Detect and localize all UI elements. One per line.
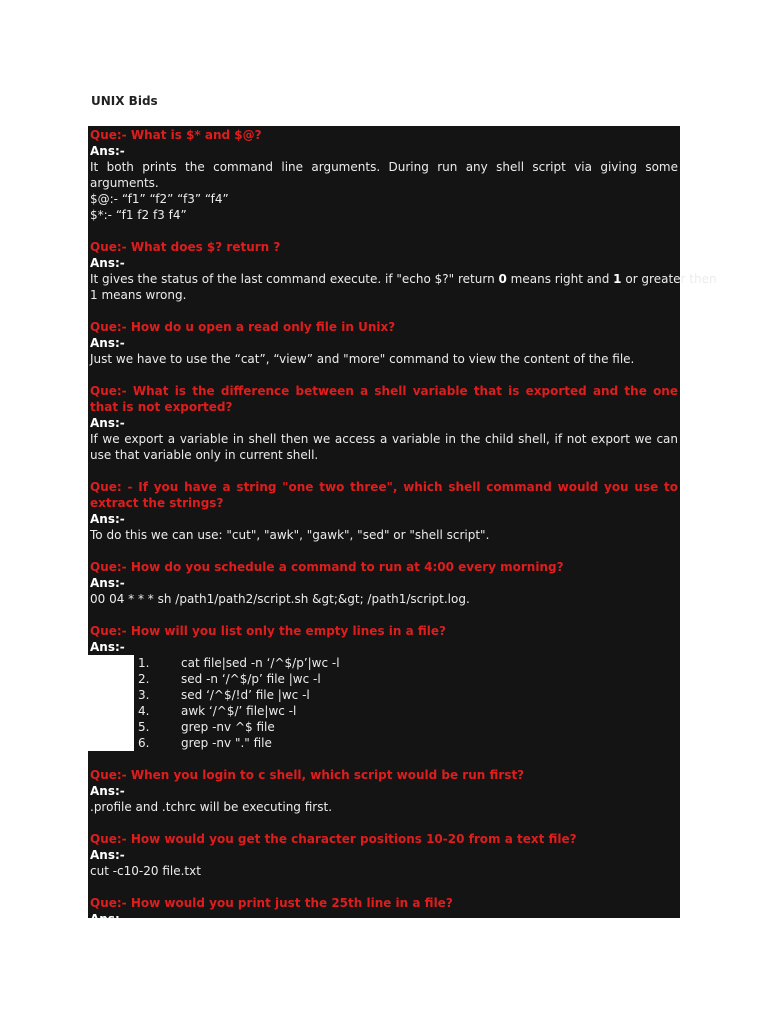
answer-line: 1 means wrong. xyxy=(90,288,187,302)
answer-line xyxy=(90,271,717,287)
list-number: 5. xyxy=(138,720,150,734)
list-item xyxy=(90,655,678,671)
answer-label: Ans:- xyxy=(90,336,125,350)
answer-line: $*:- “f1 f2 f3 f4” xyxy=(90,208,187,222)
question-text: Que:- How would you print just the 25th line in a file? xyxy=(90,896,453,910)
answer-text: or greater then xyxy=(621,272,717,286)
list-command: grep -nv ^$ file xyxy=(181,720,275,734)
qa-item xyxy=(90,127,678,223)
answer-label: Ans:- xyxy=(90,784,125,798)
qa-item xyxy=(90,319,678,367)
list-item xyxy=(90,687,678,703)
document-title: UNIX Bids xyxy=(91,94,158,108)
list-command: sed ‘/^$/!d’ file |wc -l xyxy=(181,688,310,702)
list-number: 2. xyxy=(138,672,150,686)
question-text: Que: - If you have a string "one two three", which shell command would you use to extract the strings? xyxy=(90,480,678,510)
list-number: 4. xyxy=(138,704,150,718)
list-number: 1. xyxy=(138,656,150,670)
answer-text: means right and xyxy=(506,272,614,286)
question-text: Que:- What is the difference between a shell variable that is exported and the one that is not exported? xyxy=(90,384,678,414)
qa-item xyxy=(90,623,678,751)
answer-line: 00 04 * * * sh /path1/path2/script.sh &gt;&gt; /path1/script.log. xyxy=(90,592,470,606)
list-number: 3. xyxy=(138,688,150,702)
answer-bold-value: 0 xyxy=(498,272,507,286)
list-item xyxy=(90,703,678,719)
answer-line: .profile and .tchrc will be executing first. xyxy=(90,800,333,814)
list-item xyxy=(90,671,678,687)
list-command: awk ‘/^$/’ file|wc -l xyxy=(181,704,297,718)
qa-item xyxy=(90,559,678,607)
qa-item xyxy=(90,831,678,879)
answer-line: $@:- “f1” “f2” “f3” “f4” xyxy=(90,192,229,206)
answer-label: Ans:- xyxy=(90,640,125,654)
question-text: Que:- How would you get the character positions 10-20 from a text file? xyxy=(90,832,577,846)
qa-item xyxy=(90,239,717,303)
answer-label: Ans:- xyxy=(90,416,125,430)
question-text: Que:- How do u open a read only file in Unix? xyxy=(90,320,396,334)
list-item xyxy=(90,719,678,735)
list-command: cat file|sed -n ‘/^$/p’|wc -l xyxy=(181,656,340,670)
answer-label: Ans:- xyxy=(90,512,125,526)
answer-line: If we export a variable in shell then we access a variable in the child shell, if not export we can use that variable only in current shell. xyxy=(90,432,678,462)
question-text: Que:- How will you list only the empty lines in a file? xyxy=(90,624,446,638)
question-text: Que:- What does $? return ? xyxy=(90,240,281,254)
qa-item xyxy=(90,479,678,543)
answer-bold-value: 1 xyxy=(613,272,622,286)
question-text: Que:- How do you schedule a command to run at 4:00 every morning? xyxy=(90,560,564,574)
list-number: 6. xyxy=(138,736,150,750)
qa-item xyxy=(90,895,678,943)
qa-item xyxy=(90,383,678,463)
answer-line: Awk ‘NR==25 {print $0}’ file_name xyxy=(90,928,332,942)
question-text: Que:- When you login to c shell, which script would be run first? xyxy=(90,768,525,782)
question-text: Que:- What is $* and $@? xyxy=(90,128,262,142)
answer-line: Just we have to use the “cat”, “view” and "more" command to view the content of the file. xyxy=(90,352,635,366)
list-command: grep -nv "." file xyxy=(181,736,272,750)
qa-block xyxy=(88,126,717,942)
command-list xyxy=(90,655,678,751)
list-item xyxy=(90,735,678,751)
answer-label: Ans:- xyxy=(90,576,125,590)
answer-label: Ans:- xyxy=(90,848,125,862)
list-command: sed -n ‘/^$/p’ file |wc -l xyxy=(181,672,321,686)
qa-item xyxy=(90,767,678,815)
answer-line: cut -c10-20 file.txt xyxy=(90,864,201,878)
answer-line: To do this we can use: "cut", "awk", "gawk", "sed" or "shell script". xyxy=(90,528,490,542)
answer-text: It gives the status of the last command execute. if "echo $?" return xyxy=(90,272,499,286)
answer-line: It both prints the command line arguments. During run any shell script via giving some arguments. xyxy=(90,160,678,190)
answer-label: Ans:- xyxy=(90,256,125,270)
answer-label: Ans:- xyxy=(90,144,125,158)
answer-label: Ans:- xyxy=(90,912,125,926)
